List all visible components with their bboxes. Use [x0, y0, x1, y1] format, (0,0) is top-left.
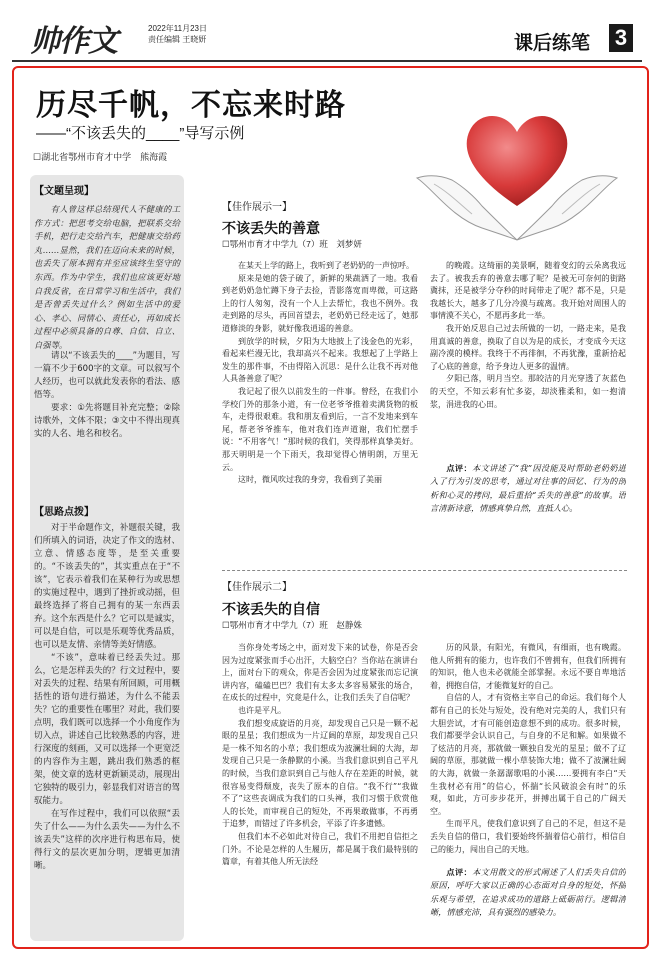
body-paragraph: 也许是平凡。 — [238, 705, 286, 715]
idea-heading: 【思路点拨】 — [34, 507, 94, 518]
task-paragraph: 请以“不该丢失的____”为题目，写一篇不少于600字的文章。可以叙写个人经历，也可以就此发表你的看法、感悟等。 — [34, 351, 180, 400]
showcase-2-title: 不该丢失的自信 — [222, 601, 320, 617]
body-paragraph: 这时，微风吹过我的身旁，我看到了美丽 — [238, 475, 382, 485]
body-paragraph: 夕阳已落，明月当空。那皎洁的月光穿透了灰蓝色的天空，不知云彩有忙多姿，却淡雅柔和，如一抱清浆，涓进我的心田。 — [430, 374, 626, 409]
body-paragraph: 我们想变成旋语的月亮，却发现自己只是一颗不起眼的星星；我们想成为一片辽阔的草原，却发现自己只是一株不知名的小草；我们想成为波澜壮阔的大海，却发现自己只是一条静默的小溪。当我们意识到自己平凡的时候，当我们意识到自己与他人存在差距的时候，就很容易变得颓废，丧失了原本的自信。“我不行”“我做不了”这些丧调成为我们的口头禅，我们习惯于欣赏他人的长处，而审视自己的短处，不再果敢做事，不再勇于追梦，而错过了许多机会，平添了许多遗憾。 — [222, 718, 418, 829]
body-paragraph: 到放学的时候，夕阳为大地披上了浅金色的光彩，看起来栏漫无比，我却高兴不起来。我想起了上学路上发生的那件事，不由得陷入沉思：是什么让我不再对他人具备善意了呢？ — [222, 336, 418, 384]
showcase-2-column-2 — [430, 642, 626, 864]
prompt-paragraph: 有人曾这样总结现代人不健康的工作方式：把思考交给电脑，把联系交给手机，把行走交给汽车，把健康交给药丸……显然，我们在迈向未来的时候，也丢失了原本拥有并至应该终生坚守的东西。作为中学生，我们也应该更好地自我反省，在日常学习和生活中，我们是否曾丢失过什么？例如生活中的爱心、孝心、同情心、责任心，再如成长过程中必须具备的自尊、自信、自立、自强等。 — [34, 204, 180, 350]
showcase-1-column-1 — [222, 260, 418, 563]
showcase-2-author: ☐鄂州市育才中学九（7）班 赵静姝 — [222, 620, 362, 630]
idea-paragraph: 在写作过程中，我们可以依照“丢失了什么——为什么丢失——为什么不该丢失”这样的次序进行构思布局，使得行文的层次更加分明，逻辑更加清晰。 — [34, 809, 180, 871]
heart-in-hands-illustration — [412, 88, 622, 248]
heart-icon — [467, 116, 568, 206]
body-paragraph: 我开始反思自己过去所做的一切，一路走来，是我用真诚的善意，换取了自以为是的成长，才变成今天这副冷漠的模样。我终于不再徘徊，不再犹豫，重新拾起了心底的善意，给予身边人更多的温情。 — [430, 323, 626, 371]
prompt-heading: 【文题呈现】 — [34, 186, 94, 197]
page-number: 3 — [609, 24, 633, 52]
showcase-1-column-2 — [430, 260, 626, 460]
body-paragraph: 当你身处考场之中，面对发下来的试卷，你是否会因为过度紧张而手心出汗，大脑空白？当你站在演讲台上，面对台下的观众，你是否会因为过度紧张而忘记演讲内容，磕磕巴巴？我们有太多太多容易紧张的场合，在成长的过程中，究竟是什么，让我们丢失了自信呢？ — [222, 643, 418, 703]
comment-label: 点评： — [446, 868, 473, 877]
body-paragraph: 历的风景，有阳光，有微风，有细雨，也有晚霞。他人所拥有的能力，也许我们不曾拥有，但我们所拥有的知识，他人也未必就能全部掌握。永远不要自卑地活着，拥抱自信，才能微复好的自己。 — [430, 643, 626, 690]
comment-label: 点评： — [446, 464, 473, 473]
header-meta — [148, 23, 207, 45]
body-paragraph: 原来是她的袋子破了，新鲜的果蔬洒了一地。我看到老奶奶急忙蹲下身子去捡，青影落宽而卑微，可这路上的行人匆匆，没有一个人上去帮忙，我也不例外。我走到路的尽头，再回首望去，老奶奶已经走远了，她那道修淡的身影，就好像我逍遥的善意。 — [222, 273, 418, 333]
showcase-1-author: ☐鄂州市育才中学九（7）班 刘梦妍 — [222, 239, 362, 249]
body-paragraph: 在某天上学的路上，我听到了老奶奶的一声惊呼。 — [238, 261, 414, 270]
task-text — [34, 350, 180, 441]
article-subtitle: ——“不该丢失的____”导写示例 — [36, 125, 245, 142]
issue-date: 2022年11月23日 — [148, 24, 207, 33]
showcase-1-title: 不该丢失的善意 — [222, 220, 320, 236]
section-divider — [222, 570, 627, 571]
body-paragraph: 我记起了很久以前发生的一件事。曾经，在我们小学校门外的那条小道，有一位老爷爷推着卖满货物的板车，走得很艰难。我和朋友看到后，一言不发地来到车尾，帮老爷爷推车，他对我们连声道谢，我们忙摆手说：“不用客气！”那时候的我们，笑得那样真挚美好。那天明明是一个下雨天，我却觉得心情明朗，万里无云。 — [222, 386, 418, 472]
body-paragraph: 生而平凡，使我们意识到了自己的不足，但这不是丢失自信的借口，我们要始终怀揣着信心前行，相信自己的能力，闯出自己的天地。 — [430, 819, 626, 854]
idea-text — [34, 522, 180, 873]
editor-credit: 责任编辑 王晓妍 — [148, 35, 207, 44]
body-paragraph: 但我们本不必如此对待自己，我们不用把自信拒之门外。不论是怎样的人生履历，都是属于我们最特别的篇章，有着其他人所无法经 — [222, 831, 418, 867]
idea-paragraph: 对于半命题作文，补题很关键，我们所填入的词语，决定了作文的选材、立意、情感态度等，是至关重要的。“不该丢失的”，其实重点在于“不该”，它表示着我们在某种行为或思想的实施过程中，遇到了挫折或动摇，但最终选择了将自己拥有的某一东西丢弃。这个东西是什么？它可以是诚实，可以是自信，可以是乐观等优秀品质，也可以是友情、亲情等美好情感。 — [34, 523, 180, 650]
article-title: 历尽千帆，不忘来时路 — [36, 88, 346, 123]
article-author: ☐湖北省鄂州市育才中学 熊海霞 — [33, 152, 168, 162]
header-divider — [12, 60, 642, 62]
body-paragraph: 的晚霞。这绮丽的美景啊，随着变幻的云朵离我远去了。被我丢弃的善意去哪了呢？是被无可奈何的街路冀抹，还是被学分夺秒的时间带走了呢？都不是，只是我越长大，越多了几分冷漠与疏离。我开始对周围人的事情漠不关心，不愿再多此一举。 — [430, 261, 626, 321]
page-header — [0, 0, 654, 62]
column-logo: 帅作文 — [30, 24, 117, 59]
showcase-2-tag: 【佳作展示二】 — [222, 582, 292, 593]
body-paragraph: 自信的人，才有资格主宰自己的命运。我们每个人都有自己的长处与短处，没有绝对完美的人，我们只有大胆尝试，才有可能创造意想不到的成功。很多时候，我们都要学会认识自己，与自身的不足和解。如果做不了炫洁的月亮，那就做一颗独自发光的星星；做不了辽阔的草原，那就做一棵小草装饰大地；做不了波澜壮阔的大海，就做一条潺潺歌唱的小溪……要拥有李白“天生我材必有用”的信心，怀揣“长风破浪会有时”的乐观，如此，方可步步花开，拼搏出属于自己的广阔天空。 — [430, 693, 626, 816]
prompt-text — [34, 203, 180, 353]
showcase-1-tag: 【佳作展示一】 — [222, 202, 292, 213]
idea-paragraph: “不该”，意味着已经丢失过。那么，它是怎样丢失的？行文过程中，要对丢失的过程、结果有所回顾，可用概括性的语句进行描述，为什么不能丢失？它的重要性在哪里？对此，我们要点明，我们既可以选择一个小角度作为切入点，讲述自己比较熟悉的内容，进行深度的刻画，又可以选择一个更宽泛的内容作为主题，跳出我们熟悉的框架，使文章的选材更新颖灵动，展现出它独特的吸引力，彰显我们对语言的驾驭能力。 — [34, 653, 180, 806]
section-title: 课后练笔 — [514, 33, 591, 54]
showcase-2-comment — [430, 866, 626, 942]
comment-text: 本文讲述了“我”因没能及时帮助老奶奶进入了行为引发的思考，通过对往事的回忆、行为的剖析和心灵的拷问，最后重拾“丢失的善意”的故事。语言清新诗意，情感真挚自然，直抵人心。 — [430, 463, 626, 514]
task-paragraph: 要求：①先将题目补充完整；②除诗歌外，文体不限；③文中不得出现真实的人名、地名和校名。 — [34, 403, 180, 439]
showcase-1-comment — [430, 462, 626, 556]
comment-text: 本文用散文的形式阐述了人们丢失自信的原因，呼吁大家以正确的心态面对自身的短处，怀揣乐观与希望，在追求成功的道路上砥砺前行。逻辑清晰，情感充沛，具有强烈的感染力。 — [430, 867, 626, 918]
showcase-2-column-1 — [222, 642, 418, 942]
